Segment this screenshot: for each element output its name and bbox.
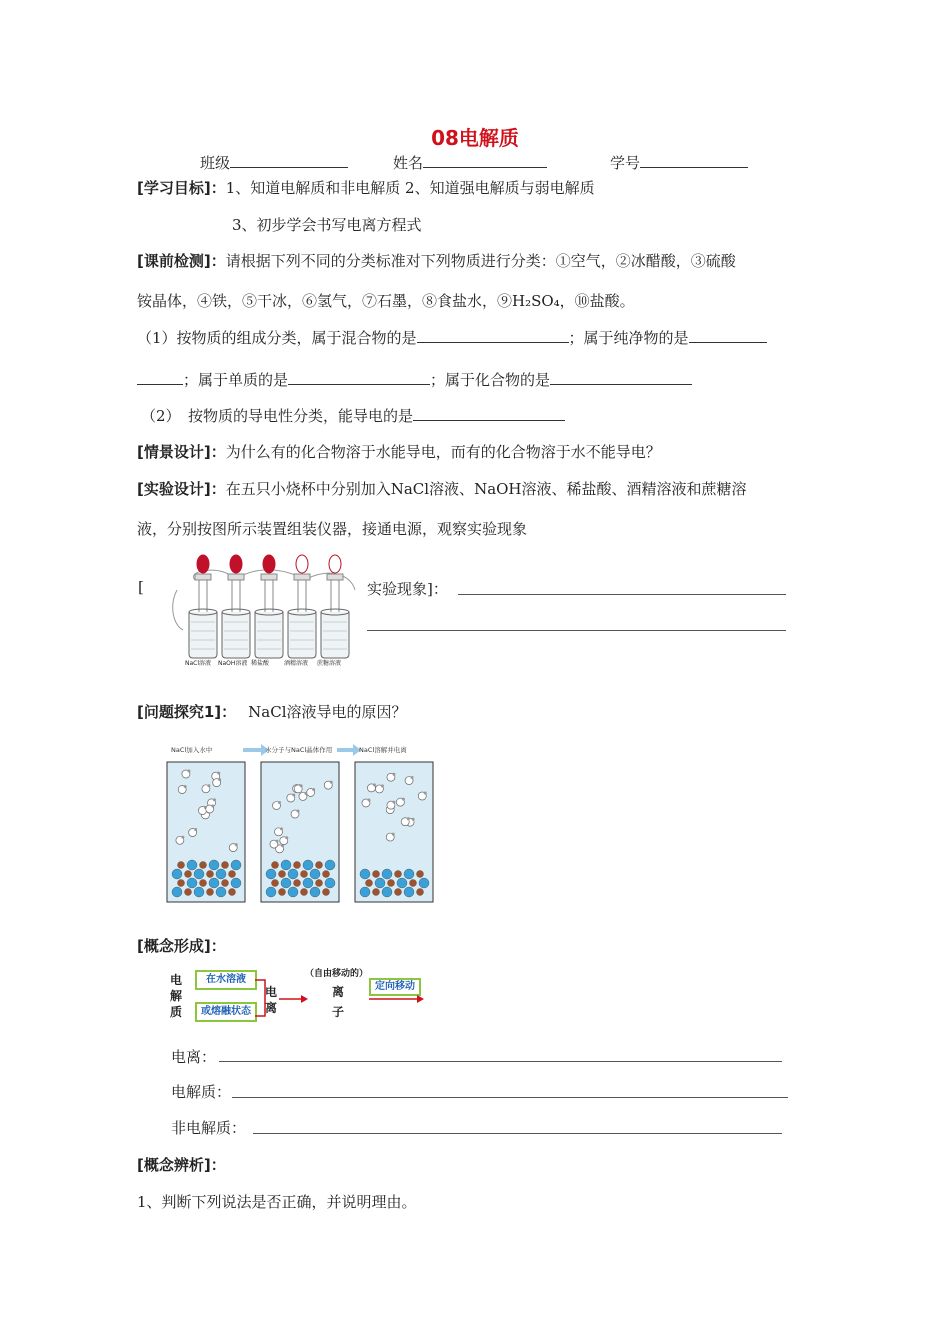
- class-field: [200, 152, 348, 173]
- q1-mixture-label: （1）按物质的组成分类，属于混合物的是: [137, 329, 417, 347]
- light-bulb-icon: [327, 555, 343, 580]
- inquiry1-heading: [问题探究1]：: [137, 703, 237, 721]
- nacl-dissolution-figure: [165, 742, 437, 904]
- pretest-line1: [137, 250, 736, 271]
- bracket-open: [: [138, 578, 144, 596]
- directional-move-box: 定向移动: [369, 978, 421, 996]
- element-blank[interactable]: [288, 370, 430, 385]
- electrolyte-char-3: 质: [170, 1005, 183, 1019]
- dissolution-panel: [261, 745, 339, 902]
- molten-box: 或熔融状态: [195, 1002, 257, 1022]
- ion-vertical-label: [332, 982, 344, 1022]
- scenario-heading: [情景设计]：: [137, 443, 226, 461]
- pretest-q1-line1: [137, 327, 767, 348]
- conductivity-apparatus-figure: [165, 550, 365, 670]
- beaker-label: 酒精溶液: [284, 660, 309, 667]
- experiment-text-1: 在五只小烧杯中分别加入NaCl溶液、NaOH溶液、稀盐酸、酒精溶液和蔗糖溶: [225, 480, 747, 498]
- objectives-text-1: 1、知道电解质和非电解质 2、知道强电解质与弱电解质: [225, 179, 595, 197]
- beaker-label: NaOH溶液: [218, 660, 248, 667]
- class-label: 班级: [200, 154, 231, 172]
- dissolution-panel: [355, 745, 433, 902]
- name-label: 姓名: [393, 154, 424, 172]
- arrow-to-ions: [279, 994, 309, 1004]
- panel-caption: 水分子与NaCl晶体作用: [265, 746, 333, 754]
- id-label: 学号: [610, 154, 641, 172]
- ionize-char-2: 离: [265, 1001, 278, 1015]
- panel-caption: NaCl加入水中: [171, 746, 213, 754]
- panel-caption: NaCl溶解并电离: [359, 746, 407, 754]
- id-blank[interactable]: [640, 153, 748, 168]
- q1-pure-label: ；属于纯净物的是: [568, 329, 689, 347]
- nonelectrolyte-line[interactable]: [253, 1133, 782, 1134]
- beaker-label: NaCl溶液: [185, 660, 212, 667]
- light-bulb-icon: [294, 555, 310, 580]
- ionization-label: 电离：: [171, 1048, 217, 1066]
- pure-blank[interactable]: [689, 328, 767, 343]
- aqueous-box: 在水溶液: [195, 970, 257, 990]
- q1-compound-label: ；属于化合物的是: [430, 371, 551, 389]
- name-field: [393, 152, 547, 173]
- electrolyte-line[interactable]: [232, 1097, 788, 1098]
- beaker-icon: [288, 580, 316, 658]
- ionize-vertical-label: [265, 984, 277, 1016]
- objectives-line1: [137, 177, 595, 198]
- dissolution-panel: [167, 745, 245, 902]
- directional-arrow: [369, 995, 425, 1003]
- pure-blank-cont[interactable]: [137, 370, 183, 385]
- page-title: 08电解质: [431, 126, 519, 150]
- phenomenon-line-1[interactable]: [458, 594, 786, 595]
- analysis-q1: 1、判断下列说法是否正确，并说明理由。: [137, 1193, 417, 1211]
- mixture-blank[interactable]: [417, 328, 569, 343]
- q1-element-label: ；属于单质的是: [183, 371, 289, 389]
- pretest-heading: [课前检测]：: [137, 252, 226, 270]
- id-field: [610, 152, 748, 173]
- electrolyte-vertical-label: [170, 972, 182, 1020]
- compound-blank[interactable]: [550, 370, 692, 385]
- scenario-text: 为什么有的化合物溶于水能导电，而有的化合物溶于水不能导电？: [225, 443, 661, 461]
- beaker-icon: [189, 580, 217, 658]
- beaker-label: 蔗糖溶液: [317, 660, 342, 667]
- electrolyte-char-2: 解: [170, 989, 183, 1003]
- q2-label: （2） 按物质的导电性分类，能导电的是: [141, 407, 414, 425]
- pretest-q1-line2: [137, 369, 692, 390]
- pretest-line2: 铵晶体，④铁，⑤干冰，⑥氢气，⑦石墨，⑧食盐水，⑨H₂SO₄，⑩盐酸。: [137, 292, 635, 310]
- conductive-blank[interactable]: [413, 406, 565, 421]
- name-blank[interactable]: [423, 153, 547, 168]
- pretest-text-1: 请根据下列不同的分类标准对下列物质进行分类：①空气，②冰醋酸，③硫酸: [225, 252, 736, 270]
- free-moving-label: （自由移动的）: [305, 969, 369, 979]
- phenomenon-label: 实验现象]：: [367, 580, 448, 598]
- ionize-char-1: 电: [265, 985, 278, 999]
- phenomenon-line-2[interactable]: [367, 630, 786, 631]
- light-bulb-icon: [261, 555, 277, 580]
- beaker-icon: [321, 580, 349, 658]
- beaker-label: 稀盐酸: [251, 660, 270, 667]
- analysis-heading: [概念辨析]：: [137, 1156, 226, 1174]
- class-blank[interactable]: [230, 153, 348, 168]
- experiment-heading: [实验设计]：: [137, 480, 226, 498]
- light-bulb-icon: [228, 555, 244, 580]
- inquiry1: [137, 701, 407, 722]
- objectives-heading: [学习目标]：: [137, 179, 226, 197]
- ionization-line[interactable]: [219, 1061, 782, 1062]
- objectives-line2: 3、初步学会书写电离方程式: [232, 216, 422, 234]
- nonelectrolyte-label: 非电解质：: [171, 1119, 247, 1137]
- ion-char-1: 离: [332, 985, 345, 999]
- ion-char-2: 子: [332, 1005, 345, 1019]
- experiment-line1: [137, 478, 747, 499]
- beaker-icon: [222, 580, 250, 658]
- light-bulb-icon: [195, 555, 211, 580]
- electrolyte-char-1: 电: [170, 973, 183, 987]
- experiment-line2: 液，分别按图所示装置组装仪器，接通电源，观察实验现象: [137, 520, 528, 538]
- scenario: [137, 441, 661, 462]
- concept-heading: [概念形成]：: [137, 937, 226, 955]
- beaker-icon: [255, 580, 283, 658]
- electrolyte-label: 电解质：: [171, 1083, 232, 1101]
- ionization-concept-diagram: [165, 968, 435, 1028]
- inquiry1-text: NaCl溶液导电的原因？: [248, 703, 407, 721]
- pretest-q2: [141, 405, 565, 426]
